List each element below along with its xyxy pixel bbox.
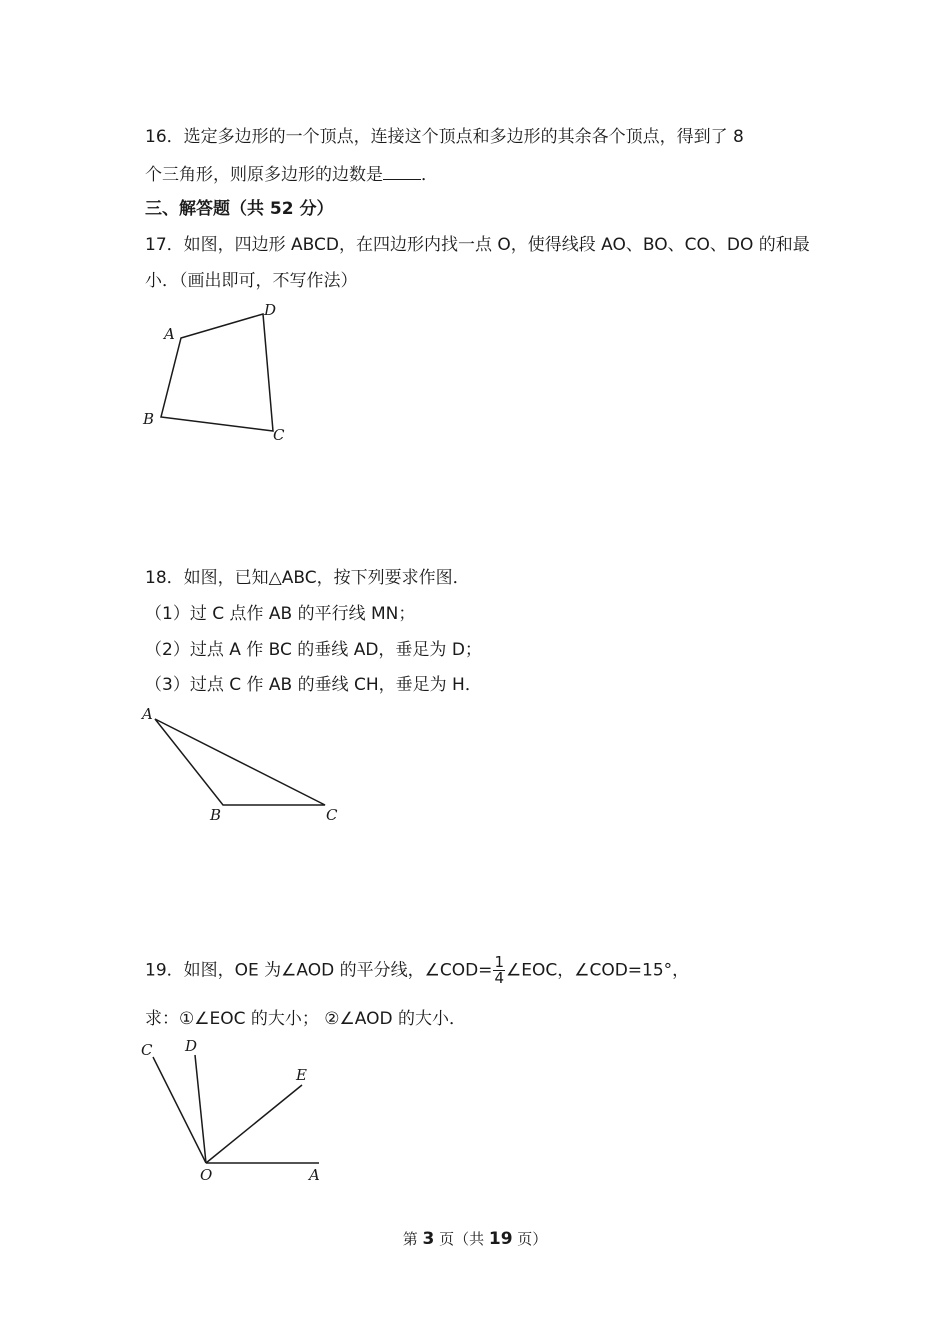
footer-mid: 页（共: [434, 1230, 489, 1248]
label-d: D: [264, 301, 277, 319]
label-c: C: [273, 426, 285, 444]
ray-od: [195, 1055, 206, 1163]
fraction-one-quarter: [493, 955, 505, 986]
q17-line1: 17．如图，四边形 ABCD，在四边形内找一点 O，使得线段 AO、BO、CO、DO 的和最: [145, 235, 810, 255]
q18-item3: （3）过点 C 作 AB 的垂线 CH，垂足为 H．: [145, 675, 482, 695]
footer-pre: 第: [402, 1230, 423, 1248]
label-b: B: [210, 806, 222, 824]
current-page-number: 3: [422, 1229, 435, 1249]
label-o: O: [200, 1166, 213, 1184]
q19-line1-rest: ∠EOC，∠COD=15°，: [505, 960, 690, 981]
label-a: A: [309, 1166, 320, 1184]
answer-blank: [383, 163, 421, 180]
label-c: C: [141, 1041, 153, 1059]
q16-line2-text: 个三角形，则原多边形的边数是: [145, 165, 383, 185]
q19-line1-text: 19．如图，OE 为∠AOD 的平分线，∠COD=: [145, 960, 493, 981]
q16-line1: 16．选定多边形的一个顶点，连接这个顶点和多边形的其余各个顶点，得到了 8: [145, 127, 744, 147]
page-footer: [0, 1228, 950, 1249]
q16-line2: [145, 163, 438, 186]
q19-line1: [145, 955, 689, 986]
q18-item2: （2）过点 A 作 BC 的垂线 AD，垂足为 D；: [145, 640, 482, 660]
q18-item1: （1）过 C 点作 AB 的平行线 MN；: [145, 604, 416, 624]
label-a: A: [164, 325, 175, 343]
ray-oe: [206, 1085, 302, 1163]
quadrilateral-abcd: [161, 314, 273, 431]
label-c: C: [326, 806, 338, 824]
q18-line1: 18．如图，已知△ABC，按下列要求作图．: [145, 568, 470, 588]
ray-oc: [153, 1057, 206, 1163]
q16-line2-end: ．: [421, 165, 438, 185]
footer-post: 页）: [512, 1230, 548, 1248]
q19-line2: 求：①∠EOC 的大小； ②∠AOD 的大小．: [145, 1009, 466, 1029]
label-b: B: [143, 410, 155, 428]
label-a: A: [142, 705, 153, 723]
section-heading: 三、解答题（共 52 分）: [145, 199, 334, 219]
fraction-numerator: 1: [494, 953, 504, 971]
triangle-abc: [155, 719, 325, 805]
total-pages: 19: [488, 1229, 513, 1249]
q17-line2: 小．（画出即可，不写作法）: [145, 271, 358, 291]
label-d: D: [185, 1037, 198, 1055]
fraction-denominator: 4: [494, 969, 504, 987]
label-e: E: [296, 1066, 307, 1084]
